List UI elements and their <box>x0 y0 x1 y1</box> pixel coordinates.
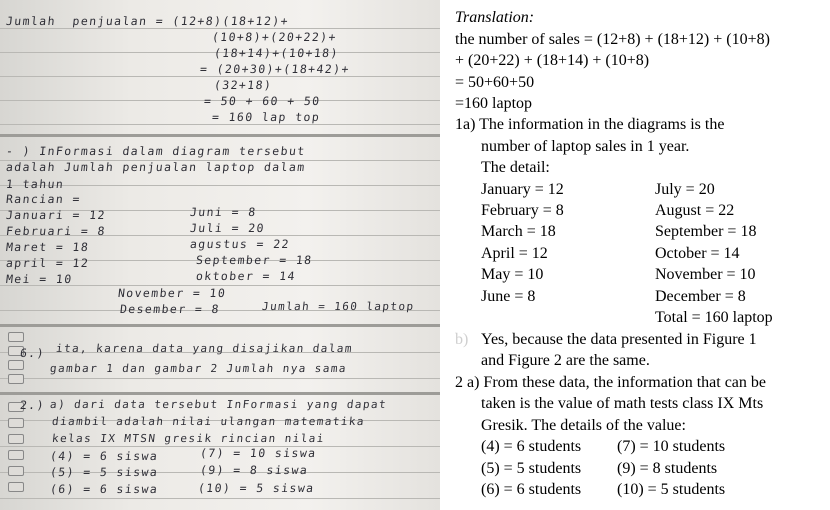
month-left: June = 8 <box>481 288 536 305</box>
hw-line: diambil adalah nilai ulangan matematika <box>51 415 366 428</box>
translation-heading: Translation: <box>455 9 535 26</box>
hw-month: april = 12 <box>5 256 90 270</box>
hw-score: (9) = 8 siswa <box>199 463 309 477</box>
hw-total: Jumlah = 160 laptop <box>261 300 416 313</box>
hw-month: September = 18 <box>195 253 314 267</box>
score-left: (5) = 5 students <box>481 460 582 477</box>
score-left: (6) = 6 students <box>481 481 582 498</box>
page-edge <box>0 324 440 327</box>
ruled-line <box>0 498 440 499</box>
hw-line: Rancian = <box>5 192 82 206</box>
hw-line: (10+8)+(20+22)+ <box>211 30 338 44</box>
ruled-line <box>0 378 440 379</box>
hw-question-number: 2.) <box>19 398 46 412</box>
hw-month: oktober = 14 <box>195 269 297 283</box>
score-right: (7) = 10 students <box>617 438 726 455</box>
hw-month: Februari = 8 <box>5 224 107 238</box>
hw-line: = (20+30)+(18+42)+ <box>199 62 351 76</box>
month-right: October = 14 <box>655 245 740 262</box>
hw-score: (10) = 5 siswa <box>197 481 316 495</box>
month-left: May = 10 <box>481 266 544 283</box>
hw-score: (5) = 5 siswa <box>49 465 159 479</box>
month-right: August = 22 <box>655 202 735 219</box>
binder-hole <box>8 466 24 476</box>
translation-line: + (20+22) + (18+14) + (10+8) <box>455 52 650 69</box>
translation-line: number of laptop sales in 1 year. <box>481 138 690 155</box>
hw-line: ita, karena data yang disajikan dalam <box>55 342 354 355</box>
binder-hole <box>8 434 24 444</box>
translation-line: taken is the value of math tests class IX Mts <box>481 395 764 412</box>
hw-score: (6) = 6 siswa <box>49 482 159 496</box>
hw-month: November = 10 <box>117 286 227 300</box>
binder-hole <box>8 418 24 428</box>
binder-hole <box>8 374 24 384</box>
hw-line: (32+18) <box>213 78 274 92</box>
hw-sales-equation: Jumlah penjualan = (12+8)(18+12)+ <box>5 14 290 28</box>
month-right: November = 10 <box>655 266 756 283</box>
page-edge <box>0 392 440 395</box>
hw-month: Juli = 20 <box>189 221 266 235</box>
translation-line: = 50+60+50 <box>455 74 535 91</box>
ruled-line <box>0 124 440 125</box>
score-right: (9) = 8 students <box>617 460 718 477</box>
hw-line: - ) InFormasi dalam diagram tersebut <box>5 144 307 158</box>
hw-line: 1 tahun <box>5 177 66 191</box>
hw-line: a) dari data tersebut InFormasi yang dapat <box>49 398 388 411</box>
ruled-line <box>0 28 440 29</box>
ruled-line <box>0 76 440 77</box>
month-left: February = 8 <box>481 202 564 219</box>
month-right: December = 8 <box>655 288 746 305</box>
translation-line: and Figure 2 are the same. <box>481 352 650 369</box>
translation-line: =160 laptop <box>455 95 533 112</box>
hw-month: agustus = 22 <box>189 237 291 251</box>
month-left: January = 12 <box>481 181 564 198</box>
hw-line: adalah Jumlah penjualan laptop dalam <box>5 160 307 174</box>
binder-hole <box>8 450 24 460</box>
hw-line: (18+14)+(10+18) <box>213 46 340 60</box>
translation-line: Gresik. The details of the value: <box>481 417 686 434</box>
page-edge <box>0 134 440 137</box>
binder-hole <box>8 360 24 370</box>
translation-line: Yes, because the data presented in Figure 1 <box>481 331 757 348</box>
hw-score: (4) = 6 siswa <box>49 449 159 463</box>
binder-hole <box>8 482 24 492</box>
hw-month: Maret = 18 <box>5 240 90 254</box>
score-right: (10) = 5 students <box>617 481 726 498</box>
hw-month: Juni = 8 <box>189 205 258 219</box>
hw-line: = 160 lap top <box>211 110 321 124</box>
hw-question-number: 6.) <box>19 346 46 360</box>
hw-line: = 50 + 60 + 50 <box>203 94 322 108</box>
b-marker: b) <box>455 331 469 348</box>
translation-line: the number of sales = (12+8) + (18+12) + (10+8) <box>455 31 770 48</box>
month-right: September = 18 <box>655 223 757 240</box>
month-left: April = 12 <box>481 245 548 262</box>
month-left: March = 18 <box>481 223 556 240</box>
translation-panel <box>447 0 830 510</box>
hw-month: Desember = 8 <box>119 302 221 316</box>
hw-line: kelas IX MTSN gresik rincian nilai <box>51 432 326 445</box>
hw-month: Mei = 10 <box>5 272 74 286</box>
score-left: (4) = 6 students <box>481 438 582 455</box>
translation-line: The detail: <box>481 159 550 176</box>
hw-month: Januari = 12 <box>5 208 107 222</box>
translation-line: 2 a) From these data, the information that can be <box>455 374 767 391</box>
hw-score: (7) = 10 siswa <box>199 446 318 460</box>
hw-line: gambar 1 dan gambar 2 Jumlah nya sama <box>49 362 348 375</box>
ruled-line <box>0 185 440 186</box>
binder-hole <box>8 332 24 342</box>
translation-line: 1a) The information in the diagrams is the <box>455 116 725 133</box>
translation-total: Total = 160 laptop <box>655 309 773 326</box>
month-right: July = 20 <box>655 181 715 198</box>
